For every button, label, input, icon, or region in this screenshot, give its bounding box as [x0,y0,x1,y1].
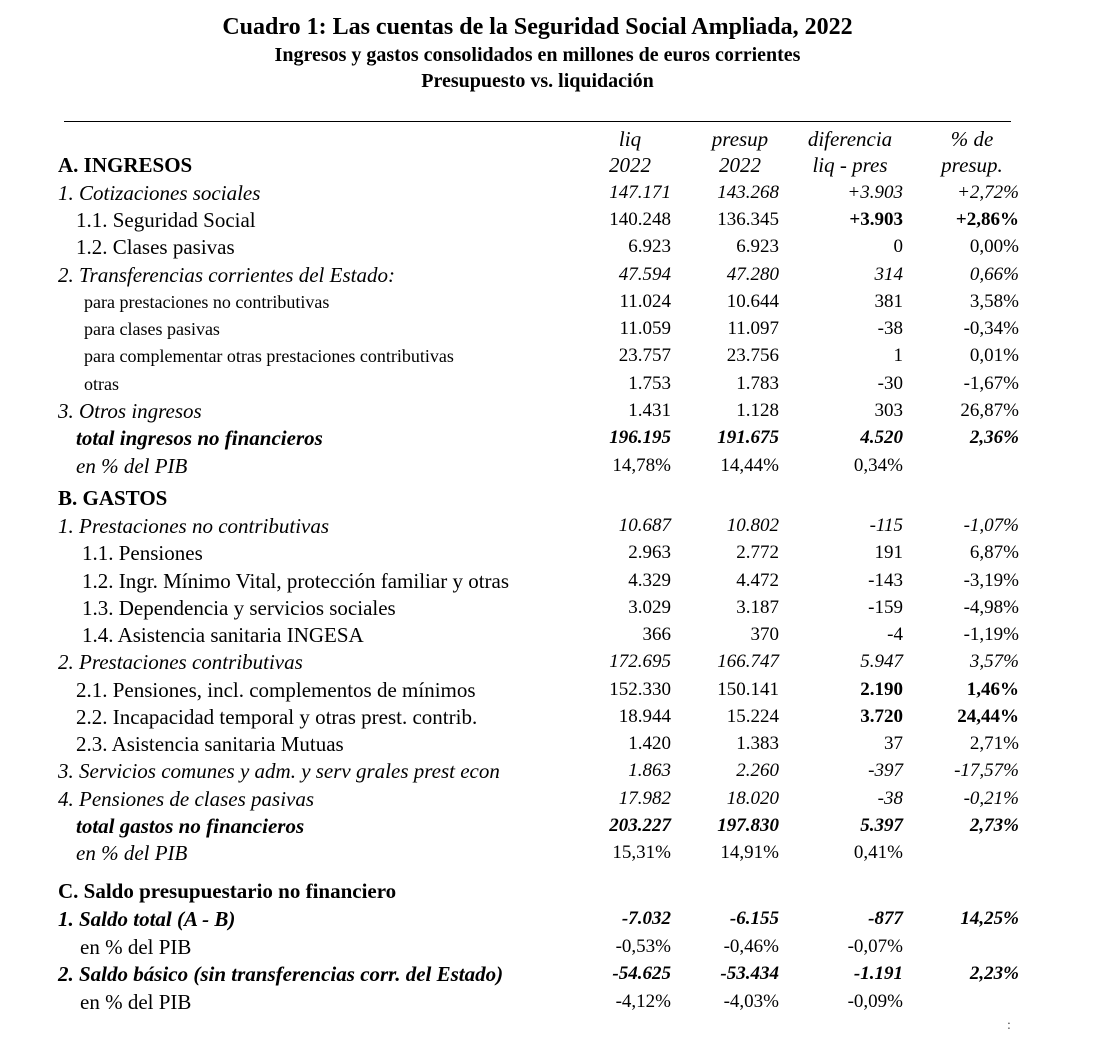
row-label: 1.1. Pensiones [82,541,203,565]
row-label: para complementar otras prestaciones contributivas [84,346,454,366]
cell-presup: 18.020 [726,788,779,809]
cell-presup: 191.675 [717,427,779,448]
cell-dif: -397 [868,760,903,781]
row-label: para clases pasivas [84,319,220,339]
cell-liq: 203.227 [609,815,671,836]
row-label: en % del PIB [76,841,188,865]
cell-pct: 3,57% [969,651,1019,672]
cell-presup: 3.187 [736,597,779,618]
cell-pct: +2,86% [955,209,1019,230]
row-label: 1.2. Ingr. Mínimo Vital, protección familiar y otras [82,569,510,593]
cell-presup: 2.772 [736,542,779,563]
cell-dif: 0,41% [853,842,903,863]
header-rule [64,121,1011,122]
row-label: 2. Transferencias corrientes del Estado: [58,263,395,287]
row-label: en % del PIB [76,454,188,478]
table-title: Cuadro 1: Las cuentas de la Seguridad Social Ampliada, 2022 [222,14,853,40]
cell-dif: 2.190 [860,679,903,700]
cell-dif: -38 [877,788,903,809]
cell-liq: -4,12% [615,991,671,1012]
cell-pct: 26,87% [960,400,1019,421]
cell-dif: 0,34% [853,455,903,476]
cell-pct: 2,23% [969,963,1019,984]
cell-presup: 1.383 [736,733,779,754]
cell-dif: 3.720 [860,706,903,727]
row-label: en % del PIB [80,990,192,1014]
cell-liq: 14,78% [612,455,671,476]
cell-presup: -0,46% [723,936,779,957]
row-label: otras [84,374,119,394]
cell-pct: 2,36% [969,427,1019,448]
row-label: 1. Saldo total (A - B) [58,907,236,931]
cell-dif: -0,07% [847,936,903,957]
row-label: 2.2. Incapacidad temporal y otras prest. contrib. [76,705,478,729]
cell-dif: -0,09% [847,991,903,1012]
cell-liq: 10.687 [618,515,671,536]
cell-liq: 4.329 [628,570,671,591]
cell-presup: 14,44% [720,455,779,476]
cell-pct: -0,21% [963,788,1019,809]
cell-pct: -1,19% [963,624,1019,645]
cell-liq: 2.963 [628,542,671,563]
cell-presup: 15.224 [726,706,779,727]
cell-pct: 0,00% [969,236,1019,257]
row-label: 1.2. Clases pasivas [76,235,235,259]
cell-presup: -4,03% [723,991,779,1012]
cell-dif: 0 [893,236,903,257]
row-label: 2.1. Pensiones, incl. complementos de mínimos [76,678,476,702]
cell-pct: 3,58% [969,291,1019,312]
cell-liq: 1.420 [628,733,671,754]
cell-liq: 1.863 [628,760,671,781]
cell-liq: 1.431 [628,400,671,421]
table-subtitle: Ingresos y gastos consolidados en millones de euros corrientes [274,44,801,66]
row-label: 1. Cotizaciones sociales [58,181,261,205]
section-gastos: B. GASTOS [58,486,168,510]
table-subtitle-2: Presupuesto vs. liquidación [421,70,654,92]
row-label: total ingresos no financieros [76,426,323,450]
cell-pct: 1,46% [966,679,1019,700]
column-header-pct: % de presup. [941,127,1003,177]
column-header-liq: liq 2022 [609,127,651,177]
cell-pct: 24,44% [957,706,1019,727]
cell-pct: -17,57% [954,760,1019,781]
cell-presup: 4.472 [736,570,779,591]
cell-presup: 14,91% [720,842,779,863]
table-title-block [0,12,1075,95]
cell-liq: 17.982 [618,788,671,809]
cell-liq: -54.625 [612,963,671,984]
cell-pct: 6,87% [969,542,1019,563]
cell-presup: 150.141 [717,679,779,700]
cell-pct: +2,72% [957,182,1019,203]
cell-dif: +3.903 [847,182,903,203]
cell-liq: 15,31% [612,842,671,863]
row-label: 2.3. Asistencia sanitaria Mutuas [76,732,344,756]
cell-liq: 18.944 [618,706,671,727]
cell-dif: -143 [868,570,903,591]
cell-liq: 140.248 [609,209,671,230]
cell-pct: 2,71% [969,733,1019,754]
cell-pct: -3,19% [963,570,1019,591]
cell-dif: 37 [884,733,903,754]
row-label: 2. Prestaciones contributivas [58,650,303,674]
cell-presup: 1.783 [736,373,779,394]
cell-liq: 6.923 [628,236,671,257]
cell-dif: -159 [868,597,903,618]
cell-presup: 10.802 [726,515,779,536]
row-label: total gastos no financieros [76,814,305,838]
cell-liq: 11.024 [619,291,671,312]
row-label: 1.4. Asistencia sanitaria INGESA [82,623,364,647]
cell-pct: 2,73% [969,815,1019,836]
cell-dif: 5.947 [860,651,903,672]
row-label: 1.3. Dependencia y servicios sociales [82,596,396,620]
cell-liq: 47.594 [618,264,671,285]
cell-pct: 14,25% [960,908,1019,929]
cell-liq: 147.171 [609,182,671,203]
cell-dif: 1 [893,345,903,366]
column-header-diferencia: diferencia liq - pres [807,127,893,177]
cell-dif: -38 [877,318,903,339]
cell-liq: 172.695 [609,651,671,672]
row-label: 1.1. Seguridad Social [76,208,256,232]
cell-presup: 6.923 [736,236,779,257]
cell-liq: -7.032 [621,908,671,929]
cell-liq: 196.195 [609,427,671,448]
cell-presup: -6.155 [729,908,779,929]
cell-presup: 1.128 [736,400,779,421]
cell-presup: 166.747 [717,651,779,672]
cell-liq: 11.059 [619,318,671,339]
cell-pct: -4,98% [963,597,1019,618]
section-ingresos: A. INGRESOS [58,153,193,177]
cell-liq: 23.757 [618,345,671,366]
row-label: 2. Saldo básico (sin transferencias corr. del Estado) [58,962,504,986]
cell-pct: 0,01% [969,345,1019,366]
cell-pct: -1,67% [963,373,1019,394]
cell-presup: 370 [750,624,779,645]
cell-dif: -4 [887,624,903,645]
cell-liq: 1.753 [628,373,671,394]
row-label: 3. Otros ingresos [58,399,202,423]
section-saldo: C. Saldo presupuestario no financiero [58,879,397,903]
cell-liq: -0,53% [615,936,671,957]
cell-presup: 136.345 [717,209,779,230]
row-label: 4. Pensiones de clases pasivas [58,787,315,811]
cell-dif: -115 [869,515,903,536]
cell-dif: 303 [874,400,903,421]
cell-pct: -0,34% [963,318,1019,339]
cell-dif: 314 [874,264,903,285]
row-label: 1. Prestaciones no contributivas [58,514,330,538]
cell-liq: 3.029 [628,597,671,618]
cell-pct: 0,66% [969,264,1019,285]
cell-dif: -877 [868,908,903,929]
cell-liq: 152.330 [609,679,671,700]
cell-presup: 47.280 [726,264,779,285]
cell-presup: 197.830 [717,815,779,836]
cell-pct: -1,07% [963,515,1019,536]
cell-dif: -1.191 [853,963,903,984]
row-label: para prestaciones no contributivas [84,292,330,312]
cell-presup: 11.097 [727,318,779,339]
column-header-presup: presup 2022 [711,127,769,177]
cell-presup: 23.756 [726,345,779,366]
cell-dif: 191 [874,542,903,563]
cell-liq: 366 [642,624,671,645]
cell-dif: -30 [877,373,903,394]
cell-presup: -53.434 [720,963,779,984]
cell-dif: 5.397 [860,815,903,836]
cell-dif: 4.520 [860,427,903,448]
cell-presup: 2.260 [736,760,779,781]
cell-presup: 143.268 [717,182,779,203]
row-label: en % del PIB [80,935,192,959]
cell-presup: 10.644 [726,291,779,312]
cell-dif: 381 [874,291,903,312]
row-label: 3. Servicios comunes y adm. y serv grales prest econ [58,759,500,783]
cell-dif: +3.903 [849,209,903,230]
